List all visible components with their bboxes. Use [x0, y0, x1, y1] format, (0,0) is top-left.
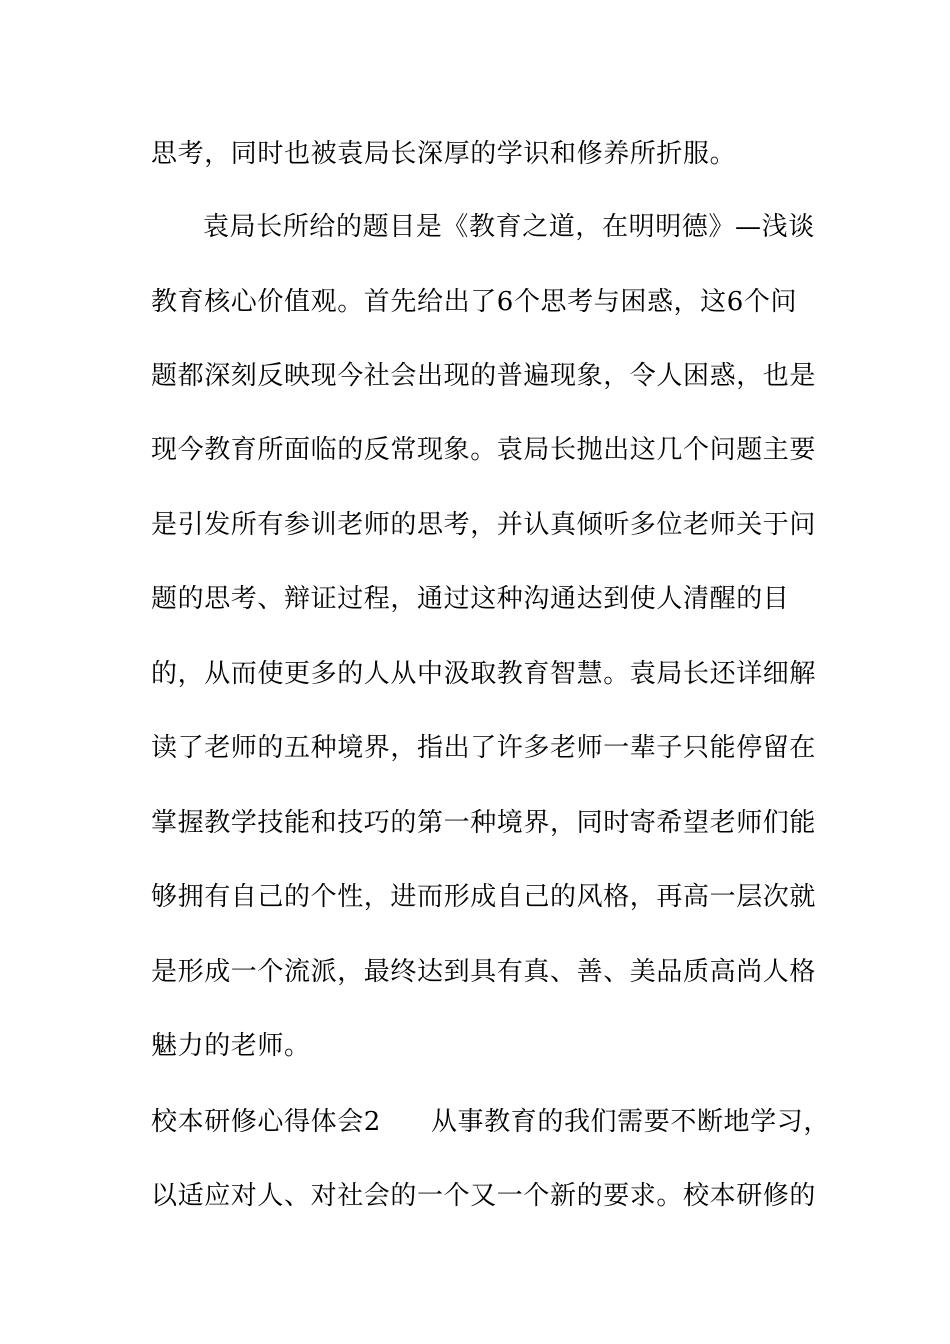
section-first-line: 从事教育的我们需要不断地学习， [430, 1107, 830, 1137]
text-line: 以适应对人、对社会的一个又一个新的要求。校本研修的 [151, 1181, 817, 1211]
text-line: 题的思考、辩证过程，通过这种沟通达到使人清醒的目 [151, 584, 790, 614]
paragraph-first-line: 袁局长所给的题目是《教育之道，在明明德》—浅谈 [203, 212, 815, 242]
text-line: 够拥有自己的个性，进而形成自己的风格，再高一层次就 [151, 882, 817, 912]
text-line: 思考，同时也被袁局长深厚的学识和修养所折服。 [151, 139, 737, 169]
text-line: 的，从而使更多的人从中汲取教育智慧。袁局长还详细解 [151, 659, 817, 689]
text-line: 读了老师的五种境界，指出了许多老师一辈子只能停留在 [151, 733, 817, 763]
section-heading: 校本研修心得体会2 [151, 1107, 381, 1137]
text-line: 教育核心价值观。首先给出了6个思考与困惑，这6个问 [151, 287, 798, 317]
text-line: 是形成一个流派，最终达到具有真、善、美品质高尚人格 [151, 957, 817, 987]
text-line: 是引发所有参训老师的思考，并认真倾听多位老师关于问 [151, 510, 817, 540]
text-line: 现今教育所面临的反常现象。袁局长抛出这几个问题主要 [151, 435, 817, 465]
text-line: 题都深刻反映现今社会出现的普遍现象，令人困惑，也是 [151, 361, 817, 391]
text-line: 魅力的老师。 [151, 1031, 311, 1061]
text-line: 掌握教学技能和技巧的第一种境界，同时寄希望老师们能 [151, 808, 817, 838]
section-heading-line [151, 1106, 830, 1138]
